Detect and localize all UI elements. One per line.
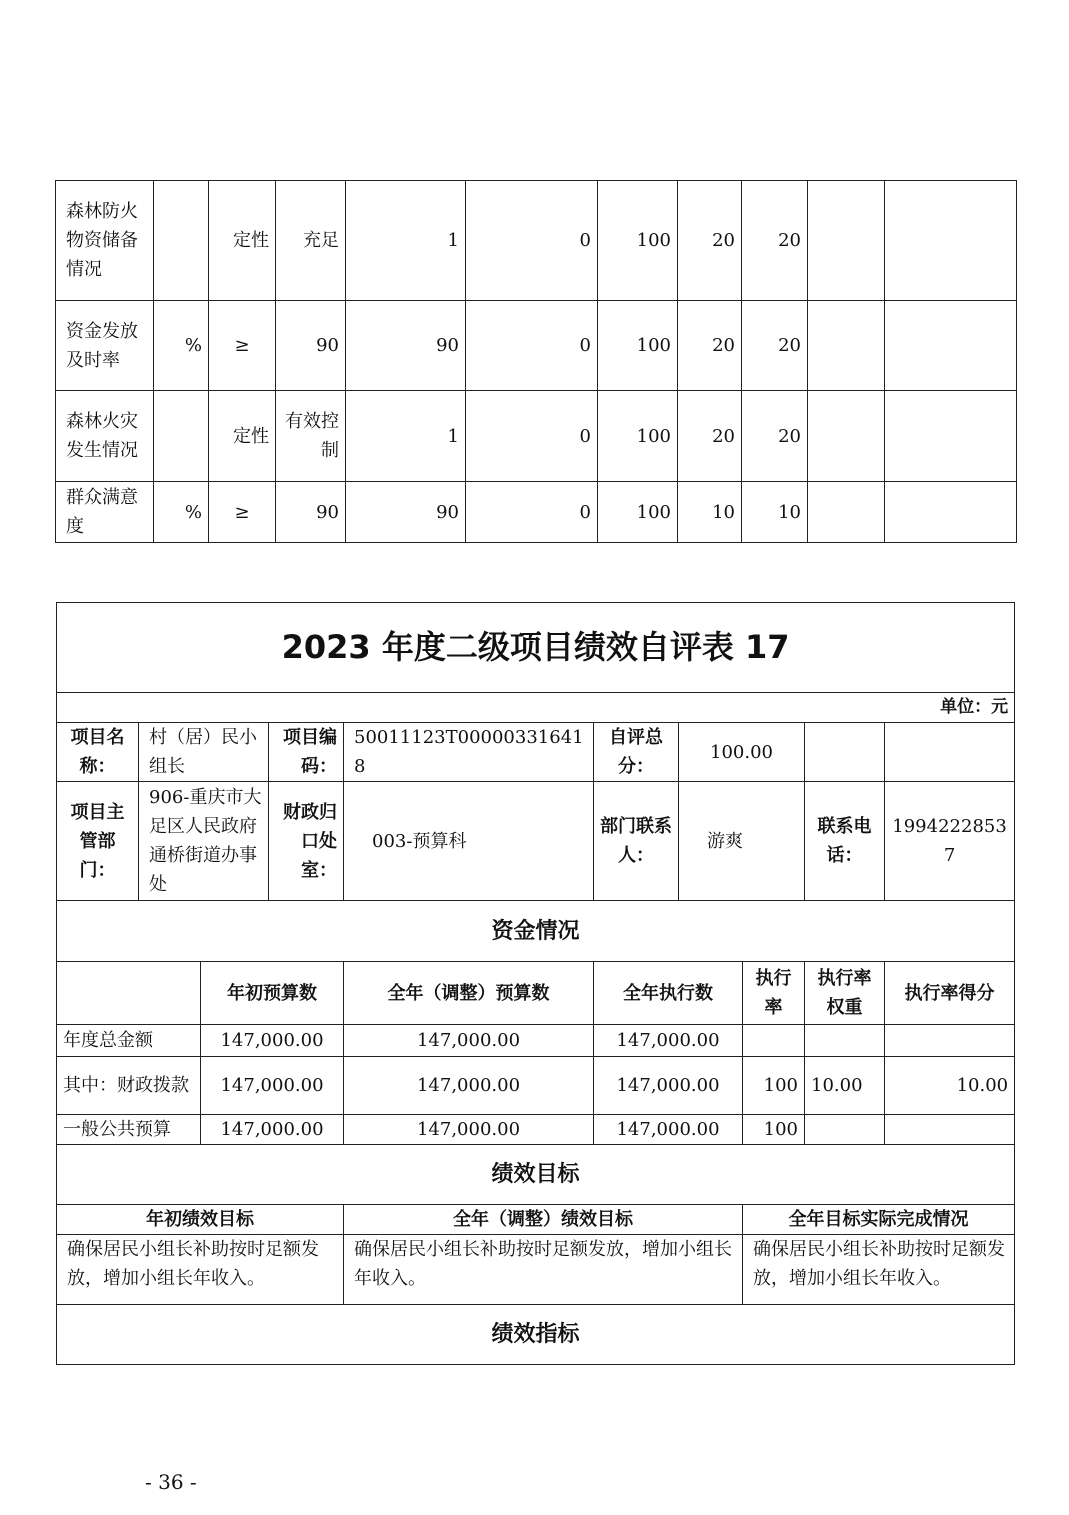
- funds-header-score: 执行率得分: [885, 962, 1015, 1025]
- funds-header-adjusted: 全年（调整）预算数: [344, 962, 594, 1025]
- indicators-section-title: 绩效指标: [57, 1305, 1015, 1365]
- indicator-remark: [808, 301, 885, 391]
- indicator-value: 1: [346, 181, 466, 301]
- indicator-full-score: 100: [598, 301, 678, 391]
- table-row: [56, 301, 1017, 391]
- table-row: [57, 1025, 1015, 1057]
- funds-initial: 147,000.00: [201, 1025, 344, 1057]
- funds-weight: 10.00: [805, 1057, 885, 1115]
- funds-executed: 147,000.00: [594, 1057, 743, 1115]
- funds-header-row: [57, 962, 1015, 1025]
- funds-row-label: 其中：财政拨款: [57, 1057, 201, 1115]
- indicator-deviation: 0: [466, 391, 598, 482]
- goals-header-initial: 年初绩效目标: [57, 1205, 344, 1235]
- indicator-score: 10: [742, 482, 808, 543]
- indicator-table: [55, 180, 1017, 543]
- finance-office-label: 财政归口处室：: [269, 782, 344, 901]
- funds-weight: [805, 1025, 885, 1057]
- project-code-label: 项目编码：: [269, 723, 344, 782]
- indicator-full-score: 100: [598, 181, 678, 301]
- indicator-target: 充足: [276, 181, 346, 301]
- indicator-operator: ≥: [209, 482, 276, 543]
- indicator-operator: 定性: [209, 391, 276, 482]
- indicator-operator: 定性: [209, 181, 276, 301]
- indicator-unit: [154, 181, 209, 301]
- dept-label: 项目主管部门：: [57, 782, 139, 901]
- project-info-row: [57, 723, 1015, 782]
- empty-cell: [885, 723, 1015, 782]
- indicator-score: 20: [742, 181, 808, 301]
- phone-number: 19942228537: [885, 782, 1015, 901]
- indicator-unit: %: [154, 301, 209, 391]
- funds-rate: 100: [743, 1057, 805, 1115]
- indicator-remark: [808, 482, 885, 543]
- funds-score: [885, 1025, 1015, 1057]
- goals-header-row: [57, 1205, 1015, 1235]
- indicator-note: [885, 391, 1017, 482]
- funds-score: 10.00: [885, 1057, 1015, 1115]
- table-row: [57, 1057, 1015, 1115]
- finance-office: 003-预算科: [344, 782, 594, 901]
- indicator-full-score: 100: [598, 482, 678, 543]
- funds-weight: [805, 1115, 885, 1145]
- funds-row-label: 一般公共预算: [57, 1115, 201, 1145]
- contact-label: 部门联系人：: [594, 782, 679, 901]
- project-code: 50011123T000003316418: [344, 723, 594, 782]
- indicators-section-row: [57, 1305, 1015, 1365]
- funds-executed: 147,000.00: [594, 1025, 743, 1057]
- table-row: [57, 1115, 1015, 1145]
- indicator-operator: ≥: [209, 301, 276, 391]
- funds-initial: 147,000.00: [201, 1115, 344, 1145]
- funds-section-row: [57, 901, 1015, 962]
- indicator-value: 90: [346, 482, 466, 543]
- funds-initial: 147,000.00: [201, 1057, 344, 1115]
- self-evaluation-form: [56, 602, 1015, 1365]
- indicator-target: 90: [276, 301, 346, 391]
- funds-section-title: 资金情况: [57, 901, 1015, 962]
- indicator-remark: [808, 391, 885, 482]
- self-score: 100.00: [679, 723, 805, 782]
- table-row: [56, 181, 1017, 301]
- goals-section-title: 绩效目标: [57, 1145, 1015, 1205]
- empty-cell: [805, 723, 885, 782]
- funds-header-initial: 年初预算数: [201, 962, 344, 1025]
- indicator-deviation: 0: [466, 301, 598, 391]
- project-name-label: 项目名称：: [57, 723, 139, 782]
- form-title-row: [57, 603, 1015, 693]
- indicator-note: [885, 301, 1017, 391]
- funds-score: [885, 1115, 1015, 1145]
- empty-cell: [57, 962, 201, 1025]
- form-title: 2023 年度二级项目绩效自评表 17: [57, 603, 1015, 693]
- goals-header-adjusted: 全年（调整）绩效目标: [344, 1205, 743, 1235]
- funds-executed: 147,000.00: [594, 1115, 743, 1145]
- table-row: [57, 1235, 1015, 1305]
- goal-initial: 确保居民小组长补助按时足额发放，增加小组长年收入。: [57, 1235, 344, 1305]
- contact-name: 游爽: [679, 782, 805, 901]
- indicator-weight: 20: [678, 301, 742, 391]
- indicator-value: 1: [346, 391, 466, 482]
- page-number: - 36 -: [145, 1470, 197, 1494]
- project-name: 村（居）民小组长: [139, 723, 269, 782]
- funds-header-executed: 全年执行数: [594, 962, 743, 1025]
- indicator-deviation: 0: [466, 181, 598, 301]
- indicator-deviation: 0: [466, 482, 598, 543]
- table-row: [56, 391, 1017, 482]
- indicator-weight: 20: [678, 391, 742, 482]
- unit-label: 单位：元: [57, 693, 1015, 723]
- indicator-score: 20: [742, 391, 808, 482]
- indicator-full-score: 100: [598, 391, 678, 482]
- indicator-value: 90: [346, 301, 466, 391]
- funds-header-weight: 执行率权重: [805, 962, 885, 1025]
- funds-row-label: 年度总金额: [57, 1025, 201, 1057]
- indicator-unit: %: [154, 482, 209, 543]
- indicator-name: 森林防火物资储备情况: [56, 181, 154, 301]
- indicator-name: 群众满意度: [56, 482, 154, 543]
- self-score-label: 自评总分：: [594, 723, 679, 782]
- goals-header-actual: 全年目标实际完成情况: [743, 1205, 1015, 1235]
- indicator-unit: [154, 391, 209, 482]
- dept-name: 906-重庆市大足区人民政府通桥街道办事处: [139, 782, 269, 901]
- indicator-note: [885, 482, 1017, 543]
- goal-actual: 确保居民小组长补助按时足额发放，增加小组长年收入。: [743, 1235, 1015, 1305]
- funds-adjusted: 147,000.00: [344, 1115, 594, 1145]
- goal-adjusted: 确保居民小组长补助按时足额发放，增加小组长年收入。: [344, 1235, 743, 1305]
- phone-label: 联系电话：: [805, 782, 885, 901]
- funds-adjusted: 147,000.00: [344, 1025, 594, 1057]
- indicator-name: 森林火灾发生情况: [56, 391, 154, 482]
- indicator-score: 20: [742, 301, 808, 391]
- dept-info-row: [57, 782, 1015, 901]
- indicator-target: 90: [276, 482, 346, 543]
- indicator-weight: 10: [678, 482, 742, 543]
- indicator-target: 有效控制: [276, 391, 346, 482]
- funds-rate: [743, 1025, 805, 1057]
- indicator-note: [885, 181, 1017, 301]
- indicator-remark: [808, 181, 885, 301]
- indicator-weight: 20: [678, 181, 742, 301]
- funds-header-rate: 执行率: [743, 962, 805, 1025]
- table-row: [56, 482, 1017, 543]
- funds-rate: 100: [743, 1115, 805, 1145]
- indicator-name: 资金发放及时率: [56, 301, 154, 391]
- unit-row: [57, 693, 1015, 723]
- goals-section-row: [57, 1145, 1015, 1205]
- funds-adjusted: 147,000.00: [344, 1057, 594, 1115]
